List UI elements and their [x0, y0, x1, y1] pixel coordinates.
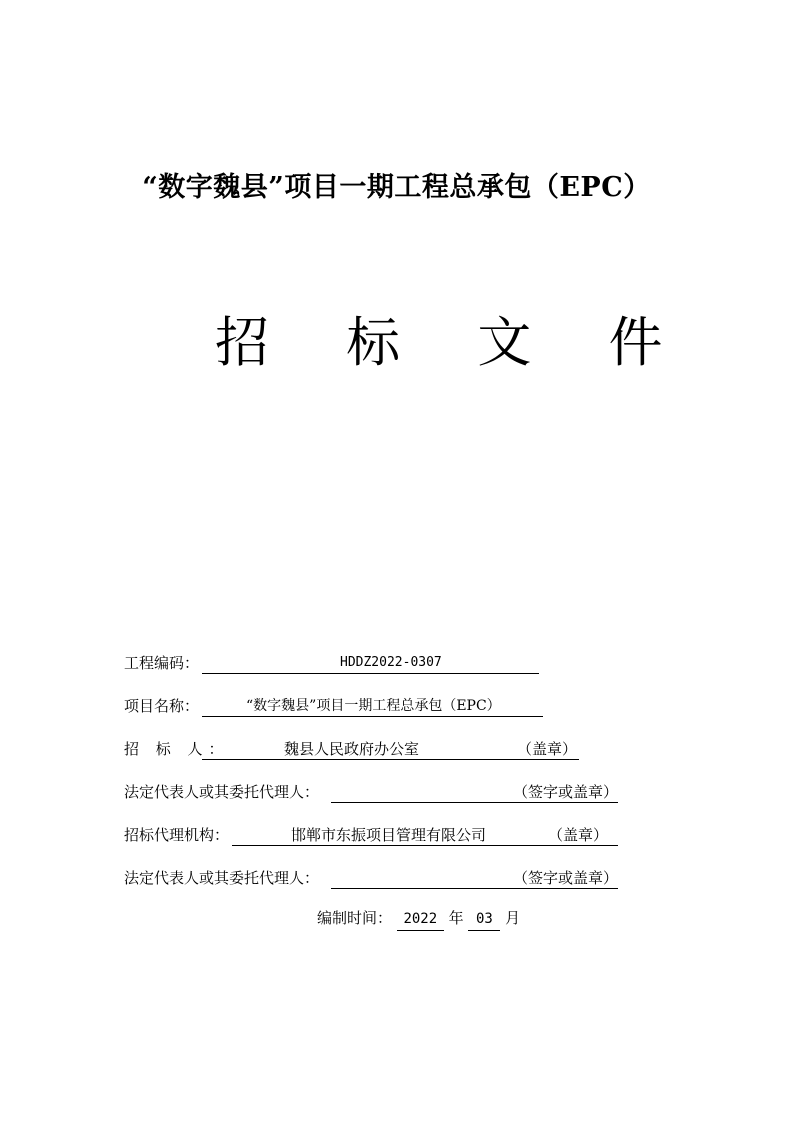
document-type-heading: 招 标 文 件: [215, 311, 693, 374]
agency-rep-label: 法定代表人或其委托代理人：: [124, 869, 320, 887]
project-name-underline: [202, 695, 543, 717]
tenderer-rep-row: [124, 781, 619, 803]
agency-value: 邯郸市东振项目管理有限公司: [291, 826, 487, 844]
compile-date-row: [317, 907, 520, 929]
compile-year: 2022: [397, 908, 444, 931]
tenderer-value: 魏县人民政府办公室: [284, 740, 420, 758]
agency-rep-row: [124, 867, 619, 889]
agency-rep-sign-note: （签字或盖章）: [513, 869, 619, 887]
cover-title: “数字魏县”项目一期工程总承包（EPC）: [142, 172, 651, 203]
compile-month: 03: [468, 908, 500, 931]
agency-stamp-note: （盖章）: [548, 826, 609, 844]
project-name-label: 项目名称：: [124, 697, 200, 715]
tenderer-row: [124, 738, 578, 760]
agency-rep-underline: [331, 867, 618, 889]
tenderer-label: 招 标 人：: [124, 740, 230, 758]
tenderer-rep-sign-note: （签字或盖章）: [513, 783, 619, 801]
tenderer-stamp-note: （盖章）: [517, 740, 578, 758]
tenderer-underline: [202, 738, 579, 760]
tenderer-rep-label: 法定代表人或其委托代理人：: [124, 783, 320, 801]
compile-year-unit: 年: [448, 909, 464, 927]
agency-row: [124, 824, 609, 846]
project-name-row: [124, 695, 501, 717]
agency-label: 招标代理机构：: [124, 826, 230, 844]
project-code-row: [124, 652, 442, 674]
project-code-label: 工程编码：: [124, 654, 200, 672]
compile-month-unit: 月: [505, 909, 521, 927]
project-code-value: HDDZ2022-0307: [340, 655, 442, 670]
project-name-value: “数字魏县”项目一期工程总承包（EPC）: [246, 698, 501, 714]
tenderer-rep-underline: [331, 781, 618, 803]
compile-date-label: 编制时间：: [317, 909, 393, 927]
agency-underline: [232, 824, 618, 846]
project-code-underline: [202, 652, 539, 674]
